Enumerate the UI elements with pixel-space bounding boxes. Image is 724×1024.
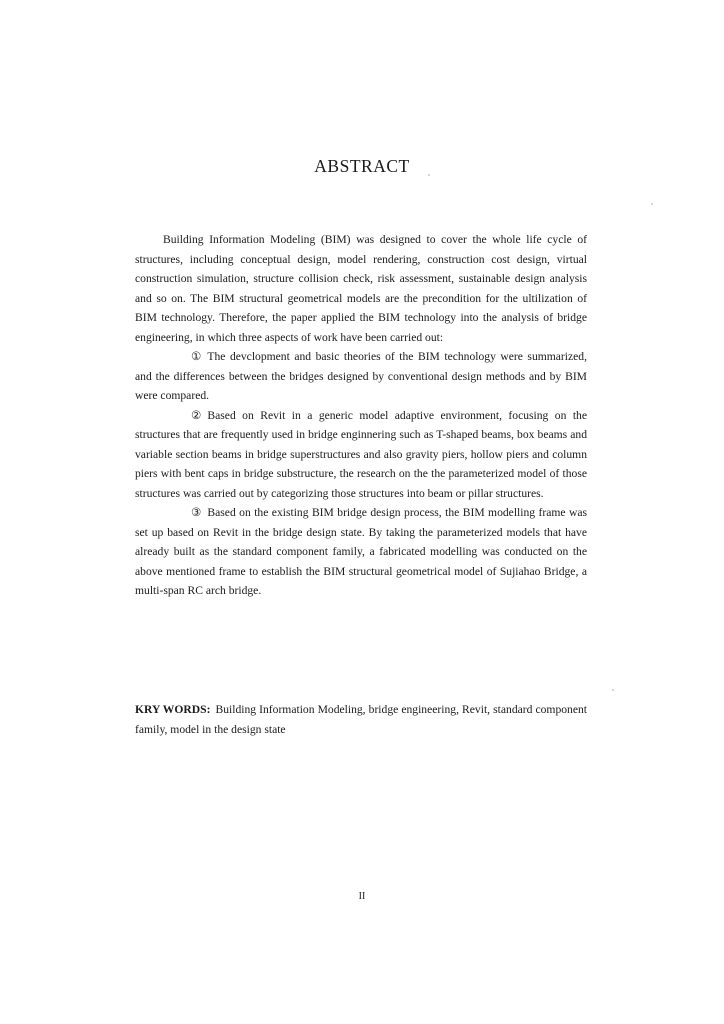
scan-speck — [651, 203, 653, 205]
item-marker: ③ — [191, 506, 202, 519]
item-text: Based on the existing BIM bridge design process, the BIM modelling frame was set up based on Revit in the bridge design state. By taking the parameterized models that have already built as the standard component family, a fabricated modelling was conducted on the above mentioned frame to establish the BIM structural geometrical model of Sujiahao Bridge, a multi-span RC arch bridge. — [135, 506, 587, 597]
list-item — [135, 503, 587, 601]
item-text: Based on Revit in a generic model adaptive environment, focusing on the structures that are frequently used in bridge enginnering such as T-shaped beams, box beams and variable section beams in bridge superstructures and also gravity piers, hollow piers and column piers with bent caps in bridge substructure, the research on the the parameterized model of those structures was carried out by categorizing those structures into beam or pillar structures. — [135, 408, 587, 500]
list-item — [135, 406, 587, 504]
page-number: II — [358, 891, 366, 902]
item-marker: ② — [191, 408, 202, 422]
intro-paragraph: Building Information Modeling (BIM) was designed to cover the whole life cycle of structures, including conceptual design, model rendering, construction cost design, virtual construction simulation, structure collision check, risk assessment, sustainable design analysis and so on. The BIM structural geometrical models are the precondition for the ultilization of BIM technology. Therefore, the paper applied the BIM technology into the analysis of bridge engineering, in which three aspects of work have been carried out: — [135, 233, 587, 344]
keywords-label: KRY WORDS: — [135, 703, 211, 716]
scan-speck — [612, 689, 614, 691]
keywords-text: Building Information Modeling, bridge engineering, Revit, standard component family, model in the design state — [135, 703, 588, 736]
item-marker: ① — [191, 350, 202, 363]
keywords-paragraph — [135, 700, 587, 739]
list-item — [135, 347, 587, 406]
abstract-body — [135, 230, 587, 601]
abstract-title: ABSTRACT — [314, 156, 410, 176]
item-text: The devclopment and basic theories of the BIM technology were summarized, and the differences between the bridges designed by conventional design methods and by BIM were compared. — [135, 350, 587, 402]
scan-speck — [428, 174, 430, 176]
